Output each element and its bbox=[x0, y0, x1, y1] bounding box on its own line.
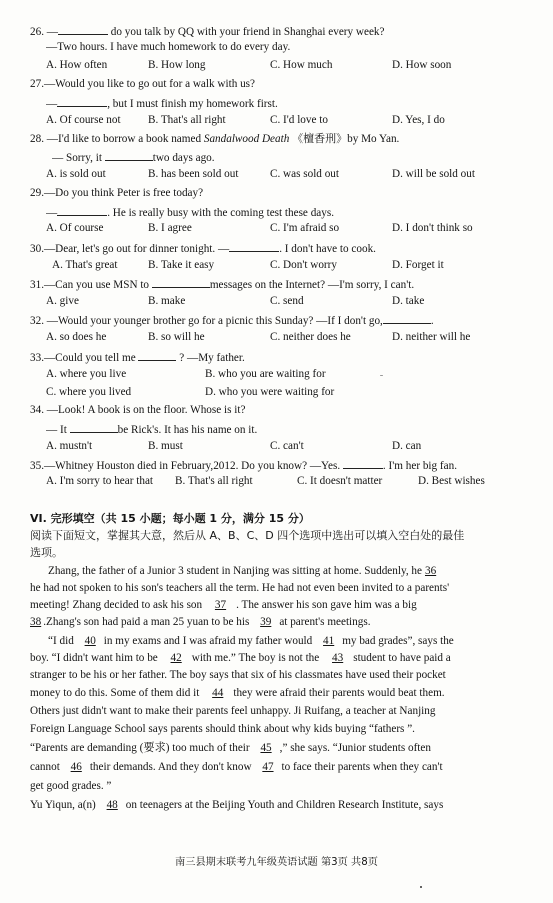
option-a[interactable]: A. is sold out bbox=[46, 168, 106, 180]
question-27-stem: 27.—Would you like to go out for a walk with us? bbox=[30, 78, 255, 90]
blank-40[interactable]: 40 bbox=[84, 635, 96, 647]
question-28-stem: 28. —I'd like to borrow a book named Sandalwood Death 《檀香刑》by Mo Yan. bbox=[30, 132, 400, 145]
option-a[interactable]: A. mustn't bbox=[46, 440, 93, 452]
question-26-reply: —Two hours. I have much homework to do every day. bbox=[46, 41, 291, 53]
option-c[interactable]: C. send bbox=[270, 295, 304, 307]
answer-blank[interactable] bbox=[383, 312, 431, 324]
question-29-stem: 29.—Do you think Peter is free today? bbox=[30, 187, 204, 199]
option-b[interactable]: B. so will he bbox=[148, 331, 205, 343]
passage-line: get good grades. ” bbox=[30, 780, 112, 792]
option-d[interactable]: D. I don't think so bbox=[392, 222, 473, 234]
question-35-stem: 35.—Whitney Houston died in February,2012. Do you know? —Yes. . I'm her big fan. bbox=[30, 457, 545, 474]
answer-blank[interactable] bbox=[229, 240, 279, 252]
answer-blank[interactable] bbox=[343, 457, 383, 469]
question-26-stem: 26. — do you talk by QQ with your friend in Shanghai every week? bbox=[30, 23, 545, 40]
question-30-stem: 30.—Dear, let's go out for dinner tonight. — . I don't have to cook. bbox=[30, 240, 545, 257]
option-d[interactable]: D. can bbox=[392, 440, 422, 452]
option-a[interactable]: A. so does he bbox=[46, 331, 107, 343]
option-b[interactable]: B. I agree bbox=[148, 222, 192, 234]
option-a[interactable]: A. How often bbox=[46, 59, 108, 71]
option-c[interactable]: C. It doesn't matter bbox=[297, 475, 383, 487]
passage-line: “I did 40 in my exams and I was afraid my father would 41 my bad grades”, says the bbox=[48, 635, 454, 647]
blank-38[interactable]: 38 bbox=[30, 616, 42, 628]
option-d[interactable]: D. who you were waiting for bbox=[205, 386, 335, 398]
question-34-reply: — It be Rick's. It has his name on it. bbox=[46, 421, 545, 438]
answer-blank[interactable] bbox=[58, 23, 108, 35]
option-d[interactable]: D. will be sold out bbox=[392, 168, 475, 180]
option-a[interactable]: A. Of course bbox=[46, 222, 104, 234]
option-a[interactable]: A. I'm sorry to hear that bbox=[46, 475, 154, 487]
question-34-stem: 34. —Look! A book is on the floor. Whose is it? bbox=[30, 404, 246, 416]
passage-line: boy. “I didn't want him to be 42 with me.” The boy is not the 43 student to have paid a bbox=[30, 652, 451, 664]
option-a[interactable]: A. Of course not bbox=[46, 114, 121, 126]
page-footer: 南三县期末联考九年级英语试题 第3页 共8页 bbox=[175, 857, 378, 868]
blank-42[interactable]: 42 bbox=[170, 652, 182, 664]
section-instruction-cont: 选项。 bbox=[30, 546, 63, 559]
question-27-reply: — , but I must finish my homework first. bbox=[46, 95, 545, 112]
option-a[interactable]: A. That's great bbox=[52, 259, 118, 271]
option-d[interactable]: D. take bbox=[392, 295, 425, 307]
option-b[interactable]: B. That's all right bbox=[175, 475, 253, 487]
scan-speck bbox=[420, 886, 422, 888]
section-title: VI. 完形填空（共 15 小题；每小题 1 分，满分 15 分） bbox=[30, 512, 310, 525]
blank-36[interactable]: 36 bbox=[424, 565, 437, 577]
scan-speck bbox=[380, 375, 383, 376]
question-33-stem: 33.—Could you tell me ? —My father. bbox=[30, 349, 545, 366]
blank-47[interactable]: 47 bbox=[262, 761, 274, 773]
option-b[interactable]: B. must bbox=[148, 440, 183, 452]
passage-line: 38 .Zhang's son had paid a man 25 yuan to be his 39 at parent's meetings. bbox=[30, 616, 371, 628]
blank-41[interactable]: 41 bbox=[323, 635, 335, 647]
option-b[interactable]: B. Take it easy bbox=[148, 259, 215, 271]
option-c[interactable]: C. was sold out bbox=[270, 168, 339, 180]
passage-line: cannot 46 their demands. And they don't know 47 to face their parents when they can't bbox=[30, 761, 443, 773]
option-d[interactable]: D. Yes, I do bbox=[392, 114, 445, 126]
question-29-reply: — . He is really busy with the coming test these days. bbox=[46, 204, 545, 221]
blank-43[interactable]: 43 bbox=[332, 652, 344, 664]
option-c[interactable]: C. I'd love to bbox=[270, 114, 328, 126]
answer-blank[interactable] bbox=[152, 276, 210, 288]
option-b[interactable]: B. make bbox=[148, 295, 186, 307]
question-28-reply: — Sorry, it two days ago. bbox=[52, 149, 545, 166]
option-b[interactable]: B. That's all right bbox=[148, 114, 226, 126]
passage-line: he had not spoken to his son's teachers all the term. He had not even been invited to a parents' bbox=[30, 582, 450, 594]
passage-line: “Parents are demanding (要求) too much of their 45 ,” she says. “Junior students often bbox=[30, 742, 431, 754]
passage-line: Foreign Language School says parents should think about why kids buying “fathers ”. bbox=[30, 723, 415, 735]
blank-46[interactable]: 46 bbox=[70, 761, 82, 773]
blank-39[interactable]: 39 bbox=[260, 616, 272, 628]
answer-blank[interactable] bbox=[57, 95, 107, 107]
option-d[interactable]: D. Forget it bbox=[392, 259, 444, 271]
question-32-stem: 32. —Would your younger brother go for a picnic this Sunday? —If I don't go, . bbox=[30, 312, 545, 329]
option-a[interactable]: A. give bbox=[46, 295, 79, 307]
option-b[interactable]: B. has been sold out bbox=[148, 168, 239, 180]
blank-48[interactable]: 48 bbox=[106, 799, 118, 811]
passage-line: Zhang, the father of a Junior 3 student in Nanjing was sitting at home. Suddenly, he 36 bbox=[48, 564, 543, 580]
passage-line: stranger to be his or her father. The boy says that six of his classmates have used their pocket bbox=[30, 669, 446, 681]
option-c[interactable]: C. can't bbox=[270, 440, 304, 452]
passage-line: Others just didn't want to make their parents feel unhappy. Ji Ruifang, a teacher at Nanjing bbox=[30, 705, 436, 717]
option-d[interactable]: D. How soon bbox=[392, 59, 452, 71]
answer-blank[interactable] bbox=[105, 149, 153, 161]
option-c[interactable]: C. How much bbox=[270, 59, 333, 71]
option-c[interactable]: C. Don't worry bbox=[270, 259, 337, 271]
blank-44[interactable]: 44 bbox=[212, 687, 224, 699]
option-d[interactable]: D. Best wishes bbox=[418, 475, 485, 487]
option-d[interactable]: D. neither will he bbox=[392, 331, 471, 343]
option-a[interactable]: A. where you live bbox=[46, 368, 127, 380]
blank-45[interactable]: 45 bbox=[260, 742, 272, 754]
passage-line: Yu Yiqun, a(n) 48 on teenagers at the Beijing Youth and Children Research Institute, says bbox=[30, 799, 444, 811]
option-b[interactable]: B. How long bbox=[148, 59, 206, 71]
answer-blank[interactable] bbox=[70, 421, 118, 433]
option-c[interactable]: C. I'm afraid so bbox=[270, 222, 340, 234]
section-instruction: 阅读下面短文，掌握其大意，然后从 A、B、C、D 四个选项中选出可以填入空白处的最佳 bbox=[30, 529, 465, 542]
blank-37[interactable]: 37 bbox=[214, 599, 227, 611]
passage-line: money to do this. Some of them did it 44 they were afraid their parents would beat them. bbox=[30, 687, 445, 699]
question-31-stem: 31.—Can you use MSN to messages on the Internet? —I'm sorry, I can't. bbox=[30, 276, 545, 293]
option-b[interactable]: B. who you are waiting for bbox=[205, 368, 326, 380]
answer-blank[interactable] bbox=[57, 204, 107, 216]
option-c[interactable]: C. where you lived bbox=[46, 386, 132, 398]
answer-blank[interactable] bbox=[138, 349, 176, 361]
option-c[interactable]: C. neither does he bbox=[270, 331, 351, 343]
passage-line: meeting! Zhang decided to ask his son 37 . The answer his son gave him was a big bbox=[30, 599, 417, 611]
